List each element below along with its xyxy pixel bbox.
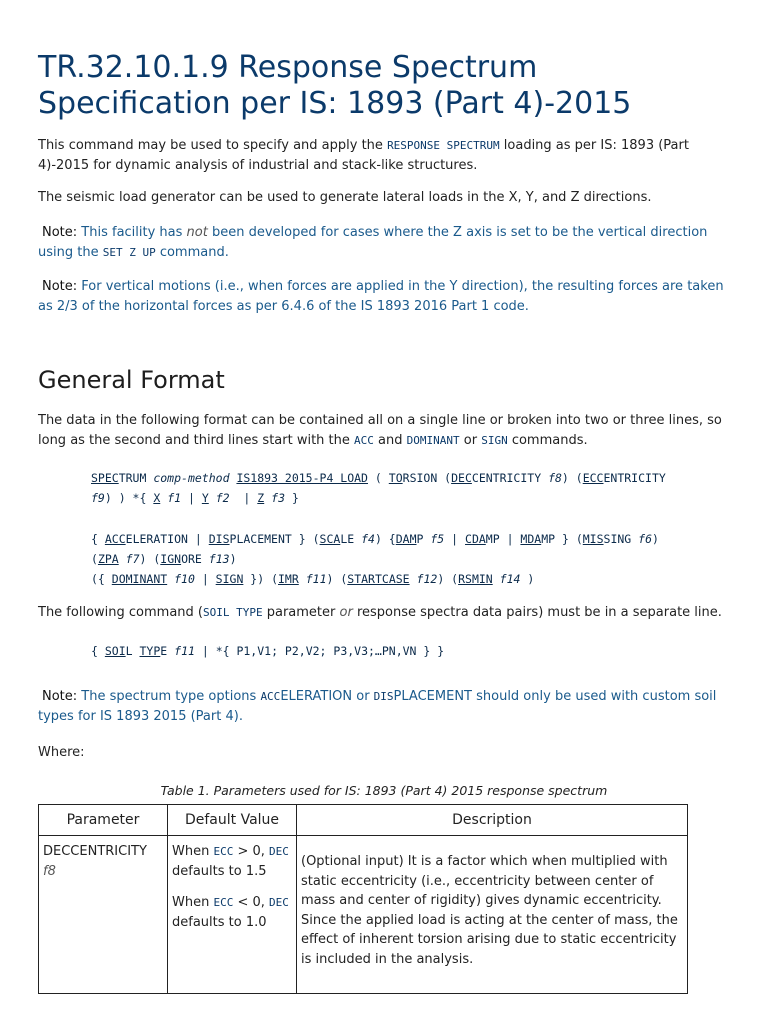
format-text: or [459,433,482,448]
note-text: For vertical motions (i.e., when forces are applied in the Y direction), the resulting forces are taken as 2/3 of the horizontal forces as per 6.4.6 of the IS 1893 2016 Part 1 code. [38,279,724,314]
format-paragraph [38,411,730,451]
default-value-negative [172,893,292,932]
syntax-block-soil: { SOIL TYPE f11 | *{ P1,V1; P2,V2; P3,V3;…PN,VN } } [91,644,445,658]
soil-type-paragraph [38,603,730,623]
default-text: defaults to 1.5 [172,863,267,879]
seismic-paragraph: The seismic load generator can be used to generate lateral loads in the X, Y, and Z directions. [38,190,652,205]
inline-code: SIGN [481,434,508,447]
inline-code: DEC [269,845,289,858]
note-label: Note: [42,689,78,704]
default-cell [168,836,297,994]
column-header: Parameter [39,805,168,836]
note-text: The spectrum type options [77,689,261,704]
inline-code: SET Z UP [102,246,156,259]
format-text: parameter [262,605,340,620]
table-caption: Table 1. Parameters used for IS: 1893 (Part 4) 2015 response spectrum [160,783,608,798]
inline-code: DEC [269,896,289,909]
note-z-axis [38,223,730,263]
note-text: command. [155,245,229,260]
format-text: The data in the following format can be contained all on a single line or broken into two or three lines, so long as the second and third lines start with the [38,413,722,448]
note-vertical-motion [38,277,730,317]
note-text: PLACEMENT should only be used with custom soil types for IS 1893 2015 (Part 4). [38,689,717,724]
column-header: Description [297,805,688,836]
column-header: Default Value [168,805,297,836]
inline-code: DOMINANT [406,434,460,447]
note-text: ELERATION or [280,689,374,704]
table-header-row [39,805,688,836]
note-spectrum-type [38,687,730,727]
inline-code: DIS [373,690,394,703]
inline-code: ACC [260,690,281,703]
page-title: TR.32.10.1.9 Response Spectrum Specification per IS: 1893 (Part 4)-2015 [38,50,632,121]
syntax-block-acceleration: { ACCELERATION | DISPLACEMENT } (SCALE f4) {DAMP f5 | CDAMP | MDAMP } (MISSING f6) (ZPA f7) (IGNORE f13) ({ DOMINANT f10 | SIGN }) (IMR f11) (STARTCASE f12) (RSMIN f14 ) [91,532,659,586]
default-value-positive [172,842,292,881]
format-text: response spectra data pairs) must be in a separate line. [352,605,722,620]
intro-text: loading as per IS: 1893 (Part 4)-2015 for dynamic analysis of industrial and stack-like structures. [38,138,689,173]
inline-code: SOIL TYPE [202,606,263,619]
format-text: and [373,433,407,448]
inline-code: ECC [213,845,234,858]
default-text: > 0, [233,844,270,859]
table-row [39,836,688,994]
default-text: When [172,844,214,859]
syntax-block-spectrum: SPECTRUM comp-method IS1893 2015-P4 LOAD ( TORSION (DECCENTRICITY f8) (ECCENTRICITY f9) ) *{ X f1 | Y f2 | Z f3 } [91,471,666,505]
inline-code: RESPONSE SPECTRUM [387,139,500,152]
format-text: The following command ( [38,605,203,620]
param-variable: f8 [43,863,56,879]
intro-text: This command may be used to specify and apply the [38,138,388,153]
note-text: This facility has [77,225,187,240]
default-text: defaults to 1.0 [172,914,267,930]
default-text: When [172,895,214,910]
inline-code: ECC [213,896,234,909]
note-label: Note: [42,225,78,240]
note-emphasis: not [186,225,208,240]
inline-code: ACC [354,434,374,447]
where-label: Where: [38,745,85,760]
section-heading: General Format [38,366,225,394]
note-label: Note: [42,279,78,294]
description-cell: (Optional input) It is a factor which when multiplied with static eccentricity (i.e., eccentricity between center of mass and center of rigidity) gives dynamic eccentricity. Since the applied load is acting at the center of mass, the effect of inherent torsion arising due to static eccentricity is included in the analysis. [297,836,688,994]
format-text: commands. [507,433,588,448]
format-emphasis: or [339,605,353,620]
parameters-table [38,804,688,994]
note-text: been developed for cases where the Z axis is set to be the vertical direction using the [38,225,708,260]
param-cell [39,836,168,994]
default-text: < 0, [233,895,270,910]
param-name: DECCENTRICITY [43,844,147,859]
intro-paragraph [38,136,730,176]
